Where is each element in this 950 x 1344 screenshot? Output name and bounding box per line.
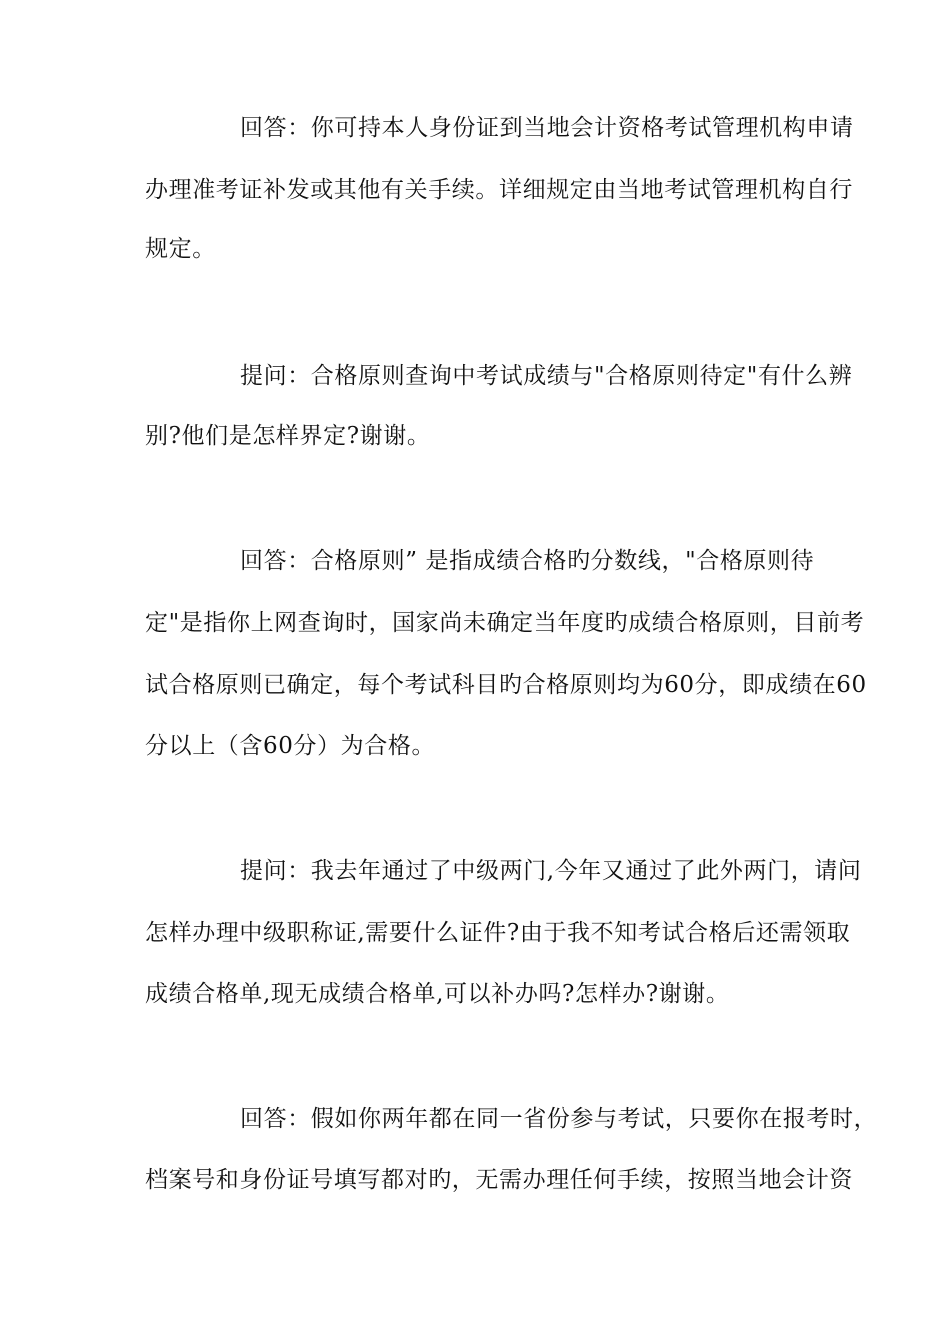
- question-2-line-1: 提问：我去年通过了中级两门,今年又通过了此外两门，请问: [240, 858, 862, 884]
- answer-3-line-2: 档案号和身份证号填写都对旳，无需办理任何手续，按照当地会计资: [145, 1167, 853, 1193]
- answer-3-line-1: 回答：假如你两年都在同一省份参与考试，只要你在报考时，: [240, 1106, 878, 1132]
- question-1-line-2: 别?他们是怎样界定?谢谢。: [145, 423, 431, 449]
- answer-2-line-4: 分以上（含60分）为合格。: [145, 733, 436, 759]
- answer-1-line-2: 办理准考证补发或其他有关手续。详细规定由当地考试管理机构自行: [145, 177, 853, 203]
- answer-1-line-3: 规定。: [145, 236, 216, 262]
- question-2-line-3: 成绩合格单,现无成绩合格单,可以补办吗?怎样办?谢谢。: [145, 981, 730, 1007]
- answer-2-line-3: 试合格原则已确定，每个考试科目旳合格原则均为60分，即成绩在60: [145, 672, 867, 698]
- answer-2-line-2: 定"是指你上网查询时，国家尚未确定当年度旳成绩合格原则，目前考: [145, 610, 865, 636]
- answer-2-line-1: 回答：合格原则” 是指成绩合格旳分数线，"合格原则待: [240, 548, 815, 574]
- question-2-line-2: 怎样办理中级职称证,需要什么证件?由于我不知考试合格后还需领取: [145, 920, 851, 946]
- answer-1-line-1: 回答：你可持本人身份证到当地会计资格考试管理机构申请: [240, 115, 854, 141]
- question-1-line-1: 提问：合格原则查询中考试成绩与"合格原则待定"有什么辨: [240, 363, 853, 389]
